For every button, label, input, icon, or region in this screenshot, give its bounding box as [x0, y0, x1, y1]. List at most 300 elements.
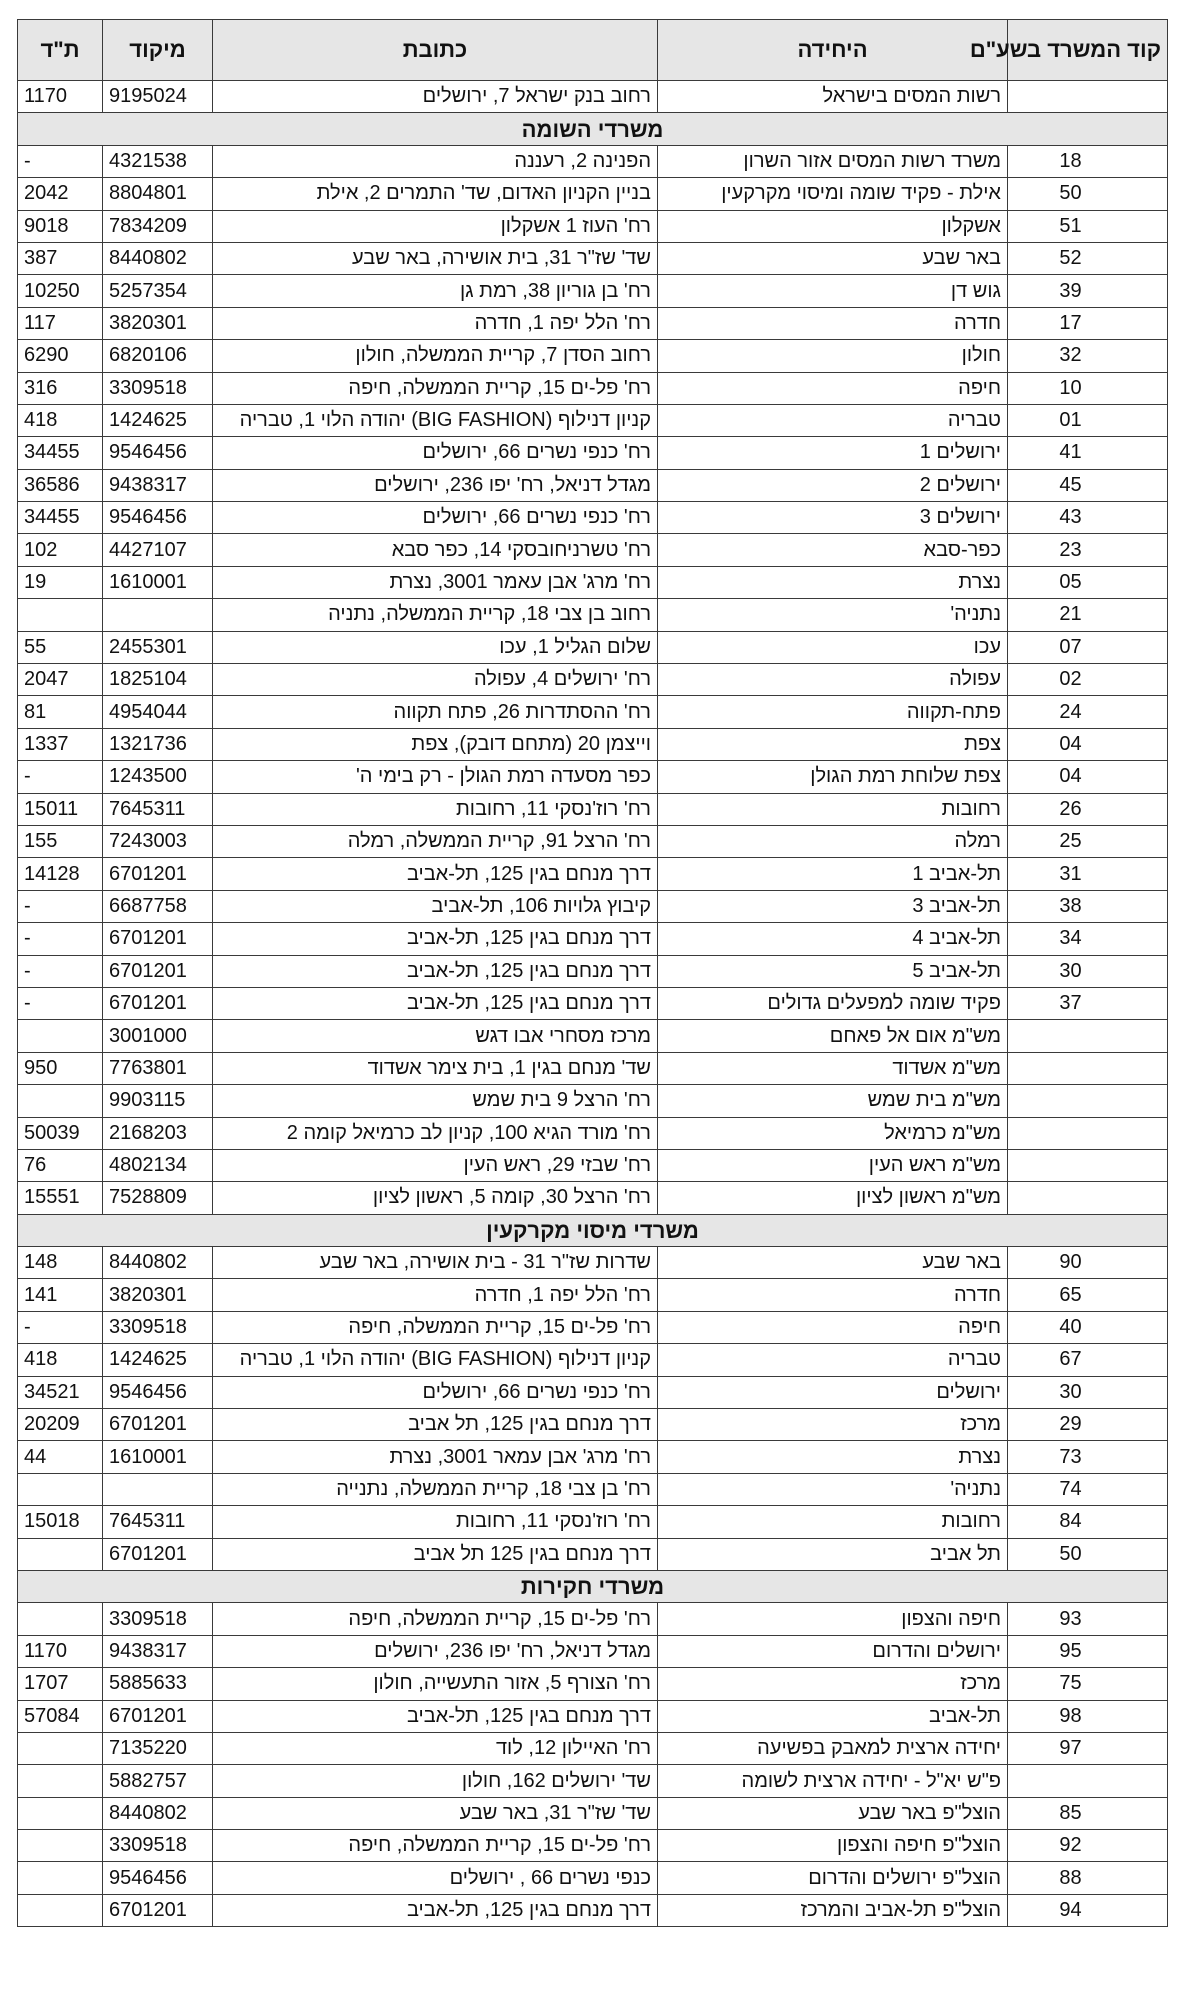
table-row	[18, 1797, 1168, 1829]
pobox-cell	[18, 1830, 103, 1862]
pobox-cell: -	[18, 923, 103, 955]
table-row	[18, 761, 1168, 793]
office-code-cell: 65	[1008, 1279, 1168, 1311]
table-row	[18, 1894, 1168, 1926]
address-cell: רח' פל-ים 15, קריית הממשלה, חיפה	[213, 1830, 658, 1862]
address-cell: דרך מנחם בגין 125, תל-אביב	[213, 955, 658, 987]
address-cell: דרך מנחם בגין 125, תל-אביב	[213, 1894, 658, 1926]
zip-cell: 4427107	[103, 534, 213, 566]
table-row	[18, 1473, 1168, 1505]
unit-cell: אילת - פקיד שומה ומיסוי מקרקעין	[658, 178, 1008, 210]
address-cell: רח' טשרניחובסקי 14, כפר סבא	[213, 534, 658, 566]
office-code-cell: 10	[1008, 372, 1168, 404]
office-code-cell: 50	[1008, 178, 1168, 210]
address-cell: רח' ההסתדרות 26, פתח תקווה	[213, 696, 658, 728]
table-row	[18, 955, 1168, 987]
unit-cell: משרד רשות המסים אזור השרון	[658, 145, 1008, 177]
table-row	[18, 210, 1168, 242]
office-code-cell: 26	[1008, 793, 1168, 825]
office-code-cell: 67	[1008, 1344, 1168, 1376]
unit-cell: תל-אביב	[658, 1700, 1008, 1732]
office-code-cell: 95	[1008, 1635, 1168, 1667]
pobox-cell: 50039	[18, 1117, 103, 1149]
table-row	[18, 404, 1168, 436]
pobox-cell: 418	[18, 1344, 103, 1376]
zip-cell: 4954044	[103, 696, 213, 728]
zip-cell: 1825104	[103, 664, 213, 696]
unit-cell: צפת שלוחת רמת הגולן	[658, 761, 1008, 793]
header-office-code: קוד המשרד בשע"ם	[1008, 20, 1168, 81]
zip-cell: 3309518	[103, 1311, 213, 1343]
section-title: משרדי מיסוי מקרקעין	[18, 1214, 1168, 1246]
table-row	[18, 825, 1168, 857]
address-cell: רח' בן צבי 18, קריית הממשלה, נתנייה	[213, 1473, 658, 1505]
table-row	[18, 340, 1168, 372]
pobox-cell: -	[18, 1311, 103, 1343]
office-code-cell: 34	[1008, 923, 1168, 955]
office-code-cell: 29	[1008, 1409, 1168, 1441]
unit-cell: הוצל"פ חיפה והצפון	[658, 1830, 1008, 1862]
office-code-cell: 01	[1008, 404, 1168, 436]
address-cell: רחוב בנק ישראל 7, ירושלים	[213, 81, 658, 113]
zip-cell: 7243003	[103, 825, 213, 857]
table-row	[18, 890, 1168, 922]
pobox-cell: 117	[18, 307, 103, 339]
office-code-cell: 31	[1008, 858, 1168, 890]
table-header	[18, 20, 1168, 81]
unit-cell: ירושלים	[658, 1376, 1008, 1408]
pobox-cell: 20209	[18, 1409, 103, 1441]
table-row	[18, 696, 1168, 728]
address-cell: שד' שז"ר 31, בית אושירה, באר שבע	[213, 242, 658, 274]
address-cell: קיבוץ גלויות 106, תל-אביב	[213, 890, 658, 922]
pobox-cell	[18, 1473, 103, 1505]
table-row	[18, 1732, 1168, 1764]
table-row	[18, 631, 1168, 663]
office-code-cell: 18	[1008, 145, 1168, 177]
unit-cell: מרכז	[658, 1409, 1008, 1441]
table-row	[18, 1020, 1168, 1052]
zip-cell: 8440802	[103, 1797, 213, 1829]
office-code-cell: 24	[1008, 696, 1168, 728]
table-row	[18, 307, 1168, 339]
unit-cell: ירושלים 1	[658, 437, 1008, 469]
unit-cell: מש"מ ראשון לציון	[658, 1182, 1008, 1214]
zip-cell: 9438317	[103, 469, 213, 501]
pobox-cell: 34455	[18, 437, 103, 469]
table-row	[18, 728, 1168, 760]
unit-cell: פתח-תקווה	[658, 696, 1008, 728]
pobox-cell	[18, 1085, 103, 1117]
zip-cell: 6701201	[103, 1894, 213, 1926]
pobox-cell	[18, 1603, 103, 1635]
office-code-cell: 25	[1008, 825, 1168, 857]
unit-cell: תל-אביב 4	[658, 923, 1008, 955]
zip-cell: 4321538	[103, 145, 213, 177]
table-row	[18, 1182, 1168, 1214]
address-cell: בניין הקניון האדום, שד' התמרים 2, אילת	[213, 178, 658, 210]
address-cell: שד' ירושלים 162, חולון	[213, 1765, 658, 1797]
unit-cell: נתניה'	[658, 599, 1008, 631]
zip-cell: 2168203	[103, 1117, 213, 1149]
header-zip: מיקוד	[103, 20, 213, 81]
unit-cell: צפת	[658, 728, 1008, 760]
pobox-cell: -	[18, 761, 103, 793]
address-cell: וייצמן 20 (מתחם דובק), צפת	[213, 728, 658, 760]
zip-cell: 1243500	[103, 761, 213, 793]
unit-cell: פ"ש יא"ל - יחידה ארצית לשומה	[658, 1765, 1008, 1797]
address-cell: רח' מרג' אבן עמאר 3001, נצרת	[213, 1441, 658, 1473]
office-code-cell: 21	[1008, 599, 1168, 631]
office-code-cell: 85	[1008, 1797, 1168, 1829]
pobox-cell: 34455	[18, 502, 103, 534]
pobox-cell: 36586	[18, 469, 103, 501]
zip-cell: 8440802	[103, 1247, 213, 1279]
pobox-cell	[18, 1894, 103, 1926]
zip-cell: 2455301	[103, 631, 213, 663]
address-cell: רח' פל-ים 15, קריית הממשלה, חיפה	[213, 1311, 658, 1343]
zip-cell: 7834209	[103, 210, 213, 242]
zip-cell: 4802134	[103, 1149, 213, 1181]
address-cell: רח' הרצל 30, קומה 5, ראשון לציון	[213, 1182, 658, 1214]
address-cell: דרך מנחם בגין 125, תל-אביב	[213, 987, 658, 1019]
table-row	[18, 1279, 1168, 1311]
table-row	[18, 1765, 1168, 1797]
table-row	[18, 1862, 1168, 1894]
address-cell: דרך מנחם בגין 125, תל אביב	[213, 1409, 658, 1441]
office-code-cell: 04	[1008, 728, 1168, 760]
office-code-cell	[1008, 1182, 1168, 1214]
zip-cell: 1610001	[103, 1441, 213, 1473]
pobox-cell	[18, 1862, 103, 1894]
office-code-cell: 39	[1008, 275, 1168, 307]
table-row	[18, 664, 1168, 696]
office-code-cell: 30	[1008, 955, 1168, 987]
address-cell: רח' פל-ים 15, קריית הממשלה, חיפה	[213, 1603, 658, 1635]
zip-cell: 8440802	[103, 242, 213, 274]
unit-cell: ירושלים 2	[658, 469, 1008, 501]
office-code-cell: 88	[1008, 1862, 1168, 1894]
address-cell: שלום הגליל 1, עכו	[213, 631, 658, 663]
pobox-cell: 34521	[18, 1376, 103, 1408]
office-code-cell: 98	[1008, 1700, 1168, 1732]
office-code-cell: 73	[1008, 1441, 1168, 1473]
pobox-cell: 1707	[18, 1668, 103, 1700]
zip-cell: 7528809	[103, 1182, 213, 1214]
office-code-cell	[1008, 1765, 1168, 1797]
table-row	[18, 793, 1168, 825]
unit-cell: חדרה	[658, 307, 1008, 339]
address-cell: כנפי נשרים 66 , ירושלים	[213, 1862, 658, 1894]
pobox-cell: 9018	[18, 210, 103, 242]
address-cell: רח' הרצל 91, קריית הממשלה, רמלה	[213, 825, 658, 857]
zip-cell: 6701201	[103, 858, 213, 890]
office-code-cell: 07	[1008, 631, 1168, 663]
zip-cell: 9546456	[103, 1376, 213, 1408]
unit-cell: הוצל"פ תל-אביב והמרכז	[658, 1894, 1008, 1926]
unit-cell: חולון	[658, 340, 1008, 372]
zip-cell: 7135220	[103, 1732, 213, 1764]
zip-cell: 9438317	[103, 1635, 213, 1667]
zip-cell: 6687758	[103, 890, 213, 922]
table-row	[18, 1538, 1168, 1570]
tax-offices-table	[17, 19, 1168, 1927]
pobox-cell: 44	[18, 1441, 103, 1473]
table-row	[18, 502, 1168, 534]
unit-cell: רשות המסים בישראל	[658, 81, 1008, 113]
pobox-cell: 57084	[18, 1700, 103, 1732]
office-code-cell: 05	[1008, 566, 1168, 598]
offices-document	[17, 19, 1167, 1927]
office-code-cell	[1008, 1117, 1168, 1149]
unit-cell: ירושלים 3	[658, 502, 1008, 534]
unit-cell: מרכז	[658, 1668, 1008, 1700]
unit-cell: גוש דן	[658, 275, 1008, 307]
pobox-cell: 148	[18, 1247, 103, 1279]
zip-cell: 7645311	[103, 793, 213, 825]
unit-cell: תל-אביב 3	[658, 890, 1008, 922]
unit-cell: מש"מ אשדוד	[658, 1052, 1008, 1084]
table-row	[18, 1409, 1168, 1441]
pobox-cell: 1170	[18, 81, 103, 113]
zip-cell: 3001000	[103, 1020, 213, 1052]
table-row	[18, 534, 1168, 566]
office-code-cell: 38	[1008, 890, 1168, 922]
office-code-cell	[1008, 81, 1168, 113]
zip-cell: 9546456	[103, 437, 213, 469]
unit-cell: יחידה ארצית למאבק בפשיעה	[658, 1732, 1008, 1764]
table-row	[18, 178, 1168, 210]
unit-cell: נצרת	[658, 1441, 1008, 1473]
office-code-cell: 17	[1008, 307, 1168, 339]
zip-cell: 1424625	[103, 404, 213, 436]
section-header-row	[18, 1214, 1168, 1246]
pobox-cell: 15551	[18, 1182, 103, 1214]
unit-cell: חיפה	[658, 372, 1008, 404]
office-code-cell: 40	[1008, 1311, 1168, 1343]
office-code-cell: 75	[1008, 1668, 1168, 1700]
office-code-cell: 90	[1008, 1247, 1168, 1279]
pobox-cell: 14128	[18, 858, 103, 890]
unit-cell: מש"מ אום אל פאחם	[658, 1020, 1008, 1052]
pobox-cell	[18, 1538, 103, 1570]
office-code-cell: 43	[1008, 502, 1168, 534]
office-code-cell: 23	[1008, 534, 1168, 566]
zip-cell: 6701201	[103, 1409, 213, 1441]
address-cell: מרכז מסחרי אבו דגש	[213, 1020, 658, 1052]
pobox-cell: 316	[18, 372, 103, 404]
address-cell: הפנינה 2, רעננה	[213, 145, 658, 177]
unit-cell: הוצל"פ באר שבע	[658, 1797, 1008, 1829]
zip-cell: 3820301	[103, 1279, 213, 1311]
table-row	[18, 1344, 1168, 1376]
table-row	[18, 1668, 1168, 1700]
unit-cell: תל-אביב 5	[658, 955, 1008, 987]
pobox-cell: 1337	[18, 728, 103, 760]
office-code-cell: 32	[1008, 340, 1168, 372]
zip-cell: 9903115	[103, 1085, 213, 1117]
address-cell: מגדל דניאל, רח' יפו 236, ירושלים	[213, 1635, 658, 1667]
pobox-cell: 2047	[18, 664, 103, 696]
office-code-cell: 52	[1008, 242, 1168, 274]
zip-cell: 1321736	[103, 728, 213, 760]
pobox-cell	[18, 1797, 103, 1829]
header-pobox: ת"ד	[18, 20, 103, 81]
unit-cell: באר שבע	[658, 1247, 1008, 1279]
table-row	[18, 1830, 1168, 1862]
section-header-row	[18, 113, 1168, 145]
unit-cell: מש"מ כרמיאל	[658, 1117, 1008, 1149]
table-row	[18, 469, 1168, 501]
unit-cell: רחובות	[658, 793, 1008, 825]
table-row	[18, 858, 1168, 890]
unit-cell: טבריה	[658, 404, 1008, 436]
address-cell: רח' מרג' אבן עאמר 3001, נצרת	[213, 566, 658, 598]
office-code-cell	[1008, 1020, 1168, 1052]
unit-cell: רמלה	[658, 825, 1008, 857]
header-row	[18, 20, 1168, 81]
table-row	[18, 275, 1168, 307]
unit-cell: חיפה	[658, 1311, 1008, 1343]
zip-cell: 6701201	[103, 1700, 213, 1732]
address-cell: דרך מנחם בגין 125, תל-אביב	[213, 1700, 658, 1732]
address-cell: רח' כנפי נשרים 66, ירושלים	[213, 502, 658, 534]
unit-cell: אשקלון	[658, 210, 1008, 242]
address-cell: רחוב הסדן 7, קריית הממשלה, חולון	[213, 340, 658, 372]
office-code-cell: 50	[1008, 1538, 1168, 1570]
pobox-cell: -	[18, 890, 103, 922]
pobox-cell	[18, 599, 103, 631]
address-cell: רח' רוז'נסקי 11, רחובות	[213, 1506, 658, 1538]
table-row	[18, 1603, 1168, 1635]
office-code-cell: 41	[1008, 437, 1168, 469]
table-body	[18, 81, 1168, 1927]
pobox-cell: 10250	[18, 275, 103, 307]
office-code-cell: 84	[1008, 1506, 1168, 1538]
zip-cell: 6820106	[103, 340, 213, 372]
address-cell: רחוב בן צבי 18, קריית הממשלה, נתניה	[213, 599, 658, 631]
table-row	[18, 1117, 1168, 1149]
pobox-cell: 141	[18, 1279, 103, 1311]
address-cell: מגדל דניאל, רח' יפו 236, ירושלים	[213, 469, 658, 501]
office-code-cell: 51	[1008, 210, 1168, 242]
zip-cell: 5257354	[103, 275, 213, 307]
zip-cell: 7645311	[103, 1506, 213, 1538]
table-row	[18, 1506, 1168, 1538]
table-row	[18, 1700, 1168, 1732]
pobox-cell	[18, 1020, 103, 1052]
table-row	[18, 242, 1168, 274]
office-code-cell: 04	[1008, 761, 1168, 793]
unit-cell: נצרת	[658, 566, 1008, 598]
header-address: כתובת	[213, 20, 658, 81]
pobox-cell: 19	[18, 566, 103, 598]
address-cell: דרך מנחם בגין 125, תל-אביב	[213, 858, 658, 890]
address-cell: רח' בן גוריון 38, רמת גן	[213, 275, 658, 307]
unit-cell: נתניה'	[658, 1473, 1008, 1505]
zip-cell: 5885633	[103, 1668, 213, 1700]
table-row	[18, 145, 1168, 177]
address-cell: רח' הרצל 9 בית שמש	[213, 1085, 658, 1117]
unit-cell: ירושלים והדרום	[658, 1635, 1008, 1667]
pobox-cell: 950	[18, 1052, 103, 1084]
pobox-cell	[18, 1732, 103, 1764]
table-row	[18, 1311, 1168, 1343]
section-title: משרדי השומה	[18, 113, 1168, 145]
office-code-cell: 37	[1008, 987, 1168, 1019]
table-row	[18, 372, 1168, 404]
zip-cell	[103, 599, 213, 631]
table-row	[18, 987, 1168, 1019]
unit-cell: עכו	[658, 631, 1008, 663]
table-row	[18, 1149, 1168, 1181]
pobox-cell: 1170	[18, 1635, 103, 1667]
table-row	[18, 1052, 1168, 1084]
address-cell: שדרות שז"ר 31 - בית אושירה, באר שבע	[213, 1247, 658, 1279]
zip-cell: 8804801	[103, 178, 213, 210]
unit-cell: מש"מ בית שמש	[658, 1085, 1008, 1117]
office-code-cell: 02	[1008, 664, 1168, 696]
unit-cell: עפולה	[658, 664, 1008, 696]
pobox-cell: 155	[18, 825, 103, 857]
section-title: משרדי חקירות	[18, 1570, 1168, 1602]
address-cell: רח' שבזי 29, ראש העין	[213, 1149, 658, 1181]
table-row	[18, 1635, 1168, 1667]
header-unit: היחידה	[658, 20, 1008, 81]
address-cell: רח' העוז 1 אשקלון	[213, 210, 658, 242]
unit-cell: פקיד שומה למפעלים גדולים	[658, 987, 1008, 1019]
zip-cell: 6701201	[103, 987, 213, 1019]
office-code-cell: 74	[1008, 1473, 1168, 1505]
zip-cell: 3309518	[103, 1603, 213, 1635]
pobox-cell: 2042	[18, 178, 103, 210]
pobox-cell	[18, 1765, 103, 1797]
unit-cell: הוצל"פ ירושלים והדרום	[658, 1862, 1008, 1894]
address-cell: דרך מנחם בגין 125 תל אביב	[213, 1538, 658, 1570]
office-code-cell	[1008, 1149, 1168, 1181]
table-row	[18, 1247, 1168, 1279]
zip-cell: 9546456	[103, 1862, 213, 1894]
zip-cell: 9546456	[103, 502, 213, 534]
address-cell: רח' האיילון 12, לוד	[213, 1732, 658, 1764]
unit-cell: מש"מ ראש העין	[658, 1149, 1008, 1181]
pobox-cell: 76	[18, 1149, 103, 1181]
table-row	[18, 599, 1168, 631]
address-cell: דרך מנחם בגין 125, תל-אביב	[213, 923, 658, 955]
pobox-cell: 81	[18, 696, 103, 728]
address-cell: רח' מורד הגיא 100, קניון לב כרמיאל קומה 2	[213, 1117, 658, 1149]
office-code-cell: 94	[1008, 1894, 1168, 1926]
address-cell: שד' מנחם בגין 1, בית צימר אשדוד	[213, 1052, 658, 1084]
office-code-cell	[1008, 1085, 1168, 1117]
address-cell: רח' הלל יפה 1, חדרה	[213, 307, 658, 339]
table-row	[18, 81, 1168, 113]
pobox-cell: -	[18, 145, 103, 177]
unit-cell: רחובות	[658, 1506, 1008, 1538]
office-code-cell: 45	[1008, 469, 1168, 501]
address-cell: כפר מסעדה רמת הגולן - רק בימי ה'	[213, 761, 658, 793]
office-code-cell	[1008, 1052, 1168, 1084]
zip-cell: 6701201	[103, 955, 213, 987]
table-row	[18, 1085, 1168, 1117]
address-cell: שד' שז"ר 31, באר שבע	[213, 1797, 658, 1829]
address-cell: רח' כנפי נשרים 66, ירושלים	[213, 1376, 658, 1408]
zip-cell: 3309518	[103, 372, 213, 404]
office-code-cell: 30	[1008, 1376, 1168, 1408]
zip-cell: 5882757	[103, 1765, 213, 1797]
table-row	[18, 437, 1168, 469]
pobox-cell: 15011	[18, 793, 103, 825]
